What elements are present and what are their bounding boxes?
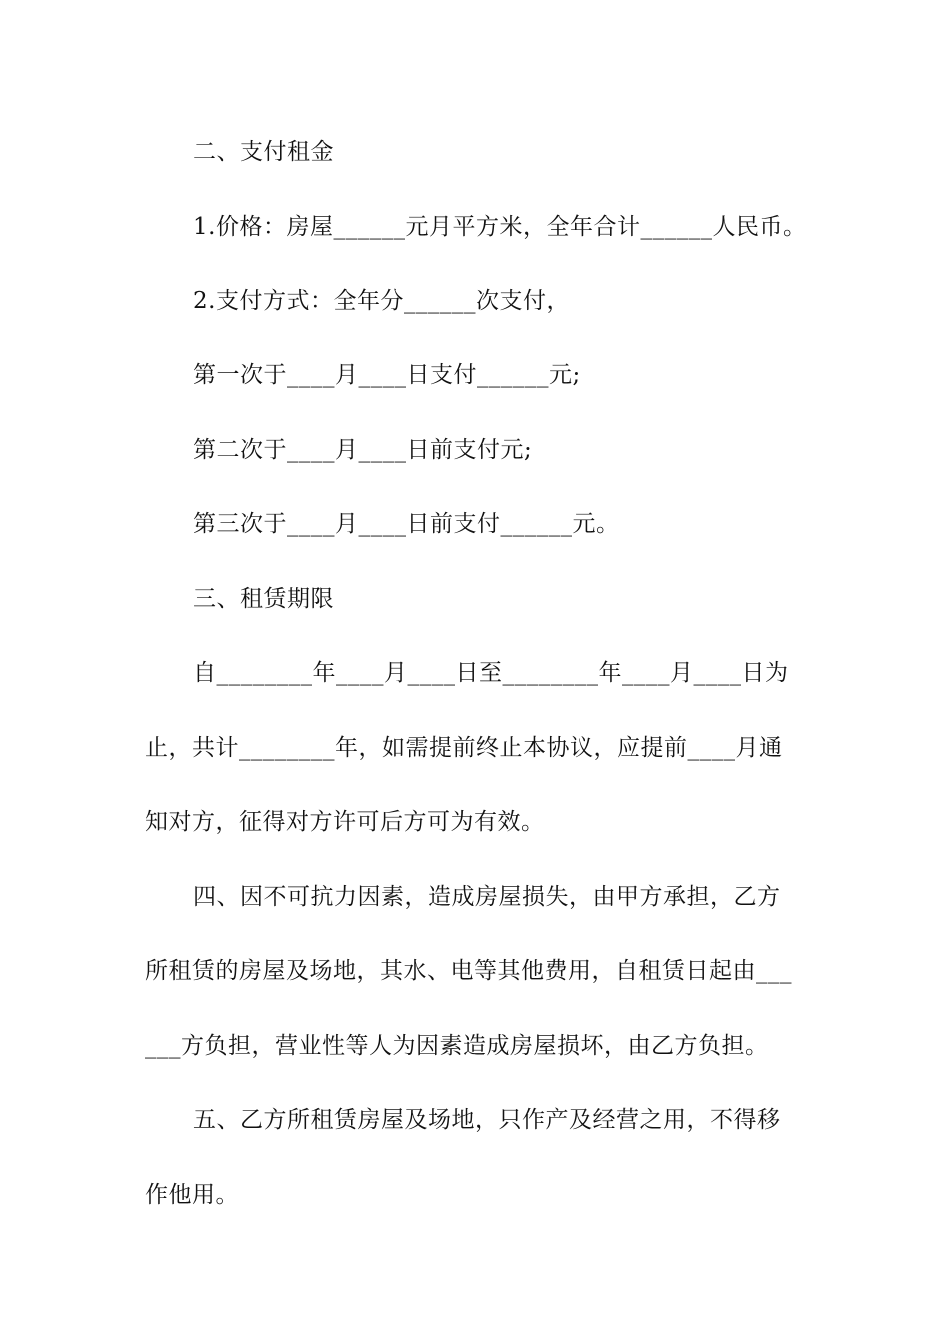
section-heading-term: 三、租赁期限 bbox=[193, 586, 334, 612]
term-paragraph-line-1: 自________年____月____日至________年____月____日为 bbox=[193, 660, 789, 686]
term-paragraph-line-2: 止，共计________年，如需提前终止本协议，应提前____月通 bbox=[145, 735, 783, 761]
section-heading-payment: 二、支付租金 bbox=[193, 139, 334, 165]
first-payment-clause: 第一次于____月____日支付______元; bbox=[193, 362, 581, 388]
payment-method-clause: 2.支付方式：全年分______次支付， bbox=[193, 288, 570, 314]
usage-clause-line-1: 五、乙方所租赁房屋及场地，只作产及经营之用，不得移 bbox=[193, 1107, 781, 1133]
usage-clause-line-2: 作他用。 bbox=[145, 1182, 239, 1208]
force-majeure-line-1: 四、因不可抗力因素，造成房屋损失，由甲方承担，乙方 bbox=[193, 884, 781, 910]
third-payment-clause: 第三次于____月____日前支付______元。 bbox=[193, 511, 620, 537]
price-clause: 1.价格：房屋______元月平方米，全年合计______人民币。 bbox=[193, 214, 807, 240]
force-majeure-line-2: 所租赁的房屋及场地，其水、电等其他费用，自租赁日起由___ bbox=[145, 958, 792, 984]
force-majeure-line-3: ___方负担，营业性等人为因素造成房屋损坏，由乙方负担。 bbox=[145, 1033, 769, 1059]
term-paragraph-line-3: 知对方，征得对方许可后方可为有效。 bbox=[145, 809, 545, 835]
second-payment-clause: 第二次于____月____日前支付元; bbox=[193, 437, 533, 463]
